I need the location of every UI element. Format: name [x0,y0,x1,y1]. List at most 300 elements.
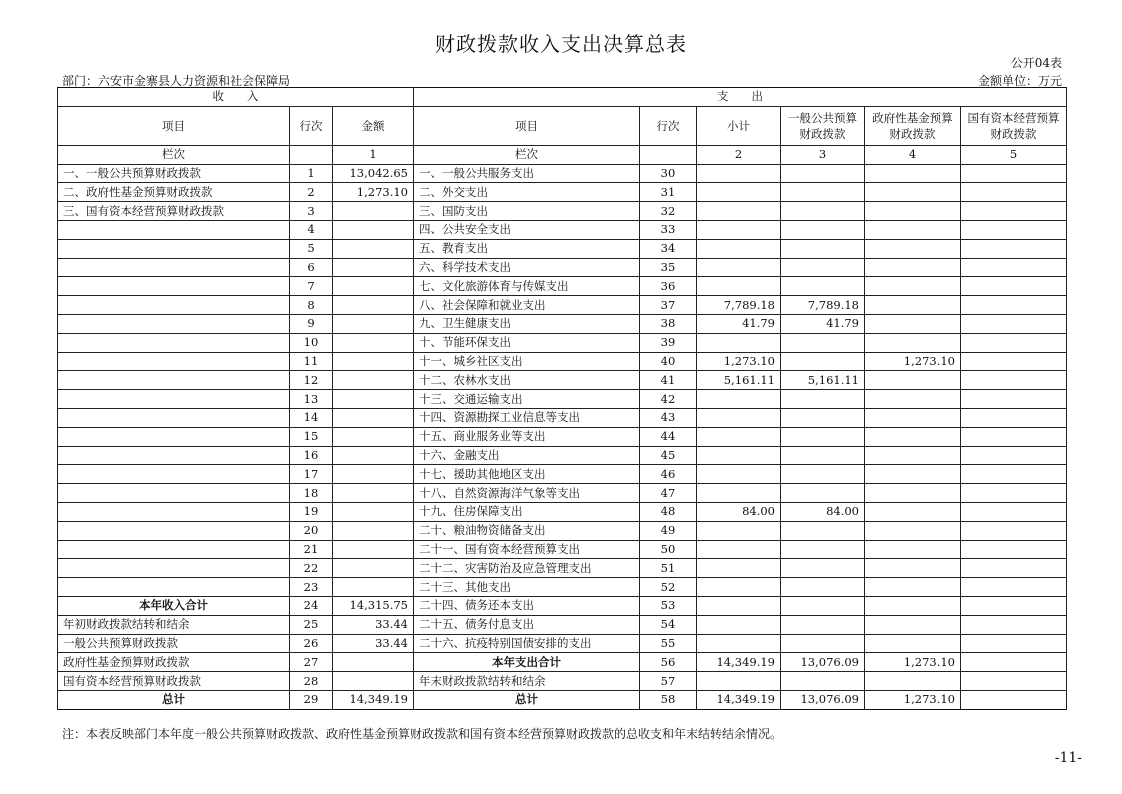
state-capital-cell [961,371,1067,390]
gov-fund-cell [865,183,961,202]
gov-fund-cell [865,615,961,634]
expense-line-cell: 32 [640,202,697,221]
department-label: 部门：六安市金寨县人力资源和社会保障局 [62,74,291,88]
table-row [58,408,1067,427]
income-line-cell: 14 [290,408,333,427]
gov-fund-cell [865,390,961,409]
income-amount-cell [333,390,414,409]
state-capital-cell [961,408,1067,427]
expense-item-cell: 十一、城乡社区支出 [414,352,640,371]
income-amount-cell [333,653,414,672]
general-budget-cell [781,446,865,465]
expense-line-cell: 53 [640,596,697,615]
income-amount-cell [333,239,414,258]
income-line-cell: 24 [290,596,333,615]
income-line-cell: 10 [290,333,333,352]
expense-line-cell: 55 [640,634,697,653]
income-amount-cell [333,502,414,521]
subtotal-cell [697,277,781,296]
income-amount-cell [333,258,414,277]
expense-item-cell: 总计 [414,690,640,709]
table-row [58,390,1067,409]
table-row [58,183,1067,202]
table-row [58,672,1067,691]
income-item-cell [58,521,290,540]
column-index-row [58,145,1067,164]
income-item-cell [58,314,290,333]
income-item-cell [58,390,290,409]
gov-fund-cell [865,202,961,221]
expense-line-cell: 31 [640,183,697,202]
table-row [58,352,1067,371]
general-budget-cell: 84.00 [781,502,865,521]
subtotal-cell [697,540,781,559]
income-line-cell: 22 [290,559,333,578]
expense-line-cell: 41 [640,371,697,390]
table-row [58,521,1067,540]
general-budget-cell [781,239,865,258]
gov-fund-cell [865,484,961,503]
expense-item-cell: 五、教育支出 [414,239,640,258]
expense-item-cell: 十八、自然资源海洋气象等支出 [414,484,640,503]
general-budget-cell [781,540,865,559]
subtotal-cell [697,164,781,183]
income-item-cell [58,578,290,597]
gov-fund-cell [865,559,961,578]
state-capital-cell [961,634,1067,653]
expense-item-cell: 二、外交支出 [414,183,640,202]
income-item-cell [58,502,290,521]
subtotal-cell [697,202,781,221]
general-budget-cell [781,465,865,484]
expense-item-cell: 十七、援助其他地区支出 [414,465,640,484]
state-capital-cell [961,239,1067,258]
header-expense-line: 行次 [640,106,697,145]
header-subtotal: 小计 [697,106,781,145]
table-row [58,296,1067,315]
gov-fund-cell: 1,273.10 [865,690,961,709]
state-capital-cell [961,333,1067,352]
expense-line-cell: 56 [640,653,697,672]
state-capital-cell [961,484,1067,503]
expense-item-cell: 七、文化旅游体育与传媒支出 [414,277,640,296]
income-line-cell: 28 [290,672,333,691]
expense-line-cell: 50 [640,540,697,559]
income-line-cell: 19 [290,502,333,521]
gov-fund-cell [865,578,961,597]
income-amount-cell [333,333,414,352]
gov-fund-cell [865,296,961,315]
state-capital-cell [961,521,1067,540]
income-line-cell: 18 [290,484,333,503]
state-capital-cell [961,559,1067,578]
income-line-cell: 13 [290,390,333,409]
table-row [58,446,1067,465]
general-budget-cell: 5,161.11 [781,371,865,390]
subtotal-cell [697,333,781,352]
expense-line-cell: 49 [640,521,697,540]
subtotal-cell [697,408,781,427]
state-capital-cell [961,296,1067,315]
income-line-cell: 9 [290,314,333,333]
subtotal-cell [697,390,781,409]
index-subtotal: 2 [697,145,781,164]
subtotal-cell [697,220,781,239]
index-exp-label: 栏次 [414,145,640,164]
table-row [58,333,1067,352]
income-line-cell: 27 [290,653,333,672]
income-amount-cell [333,296,414,315]
income-item-cell [58,371,290,390]
income-line-cell: 12 [290,371,333,390]
index-empty [640,145,697,164]
income-amount-cell: 33.44 [333,634,414,653]
income-item-cell [58,220,290,239]
income-line-cell: 20 [290,521,333,540]
expense-line-cell: 39 [640,333,697,352]
table-row [58,427,1067,446]
expense-line-cell: 34 [640,239,697,258]
subtotal-cell: 14,349.19 [697,653,781,672]
income-line-cell: 8 [290,296,333,315]
income-amount-cell [333,578,414,597]
gov-fund-cell: 1,273.10 [865,653,961,672]
table-row [58,484,1067,503]
general-budget-cell [781,202,865,221]
state-capital-cell [961,220,1067,239]
income-item-cell [58,352,290,371]
gov-fund-cell [865,465,961,484]
gov-fund-cell [865,220,961,239]
income-amount-cell [333,220,414,239]
subtotal-cell [697,427,781,446]
general-budget-cell: 7,789.18 [781,296,865,315]
income-item-cell [58,296,290,315]
gov-fund-cell [865,521,961,540]
subtotal-cell [697,183,781,202]
expense-item-cell: 二十五、债务付息支出 [414,615,640,634]
state-capital-cell [961,502,1067,521]
general-budget-cell [781,427,865,446]
gov-fund-cell [865,634,961,653]
state-capital-cell [961,277,1067,296]
income-amount-cell [333,314,414,333]
gov-fund-cell [865,258,961,277]
expense-line-cell: 47 [640,484,697,503]
income-line-cell: 1 [290,164,333,183]
gov-fund-cell [865,277,961,296]
income-amount-cell [333,521,414,540]
table-row [58,371,1067,390]
expense-item-cell: 十九、住房保障支出 [414,502,640,521]
gov-fund-cell [865,596,961,615]
state-capital-cell [961,258,1067,277]
table-row [58,596,1067,615]
expense-item-cell: 十四、资源勘探工业信息等支出 [414,408,640,427]
state-capital-cell [961,314,1067,333]
income-amount-cell [333,408,414,427]
general-budget-cell [781,559,865,578]
general-budget-cell [781,484,865,503]
expense-line-cell: 52 [640,578,697,597]
general-budget-cell [781,596,865,615]
expense-line-cell: 51 [640,559,697,578]
state-capital-cell [961,164,1067,183]
expense-line-cell: 43 [640,408,697,427]
expense-item-cell: 三、国防支出 [414,202,640,221]
general-budget-cell [781,352,865,371]
income-line-cell: 11 [290,352,333,371]
state-capital-cell [961,390,1067,409]
index-state-capital: 5 [961,145,1067,164]
subtotal-cell [697,596,781,615]
expense-item-cell: 十、节能环保支出 [414,333,640,352]
state-capital-cell [961,690,1067,709]
table-row [58,502,1067,521]
state-capital-cell [961,202,1067,221]
expense-line-cell: 58 [640,690,697,709]
index-amount: 1 [333,145,414,164]
state-capital-cell [961,653,1067,672]
subtotal-cell [697,465,781,484]
general-budget-cell [781,521,865,540]
expense-item-cell: 二十六、抗疫特别国债安排的支出 [414,634,640,653]
subtotal-cell [697,239,781,258]
income-line-cell: 21 [290,540,333,559]
income-item-cell: 年初财政拨款结转和结余 [58,615,290,634]
general-budget-cell [781,634,865,653]
income-amount-cell [333,540,414,559]
income-amount-cell [333,202,414,221]
income-line-cell: 23 [290,578,333,597]
general-budget-cell [781,220,865,239]
state-capital-cell [961,578,1067,597]
expense-line-cell: 46 [640,465,697,484]
income-amount-cell [333,446,414,465]
income-amount-cell [333,559,414,578]
gov-fund-cell [865,446,961,465]
subtotal-cell: 14,349.19 [697,690,781,709]
income-line-cell: 4 [290,220,333,239]
table-row [58,314,1067,333]
table-row [58,202,1067,221]
table-row [58,615,1067,634]
income-amount-cell [333,427,414,446]
income-amount-cell: 33.44 [333,615,414,634]
subtotal-cell: 84.00 [697,502,781,521]
state-capital-cell [961,596,1067,615]
general-budget-cell [781,672,865,691]
subtotal-cell: 7,789.18 [697,296,781,315]
state-capital-cell [961,352,1067,371]
header-gov-fund: 政府性基金预算财政拨款 [865,106,961,145]
general-budget-cell [781,333,865,352]
income-item-cell: 国有资本经营预算财政拨款 [58,672,290,691]
index-gov-fund: 4 [865,145,961,164]
expense-line-cell: 42 [640,390,697,409]
table-row [58,559,1067,578]
expense-item-cell: 八、社会保障和就业支出 [414,296,640,315]
subtotal-cell: 1,273.10 [697,352,781,371]
expense-line-cell: 44 [640,427,697,446]
general-budget-cell [781,615,865,634]
table-row [58,258,1067,277]
unit-label: 金额单位：万元 [977,74,1062,88]
income-amount-cell: 13,042.65 [333,164,414,183]
general-budget-cell: 13,076.09 [781,690,865,709]
expense-line-cell: 37 [640,296,697,315]
income-amount-cell [333,672,414,691]
income-amount-cell: 14,315.75 [333,596,414,615]
income-item-cell [58,446,290,465]
gov-fund-cell [865,333,961,352]
table-row [58,653,1067,672]
form-code: 公开04表 [1010,56,1062,70]
income-amount-cell [333,277,414,296]
expense-line-cell: 40 [640,352,697,371]
index-general-budget: 3 [781,145,865,164]
income-amount-cell [333,484,414,503]
subtotal-cell [697,559,781,578]
expense-group-header: 支 出 [414,88,1067,107]
expense-item-cell: 年末财政拨款结转和结余 [414,672,640,691]
table-row [58,220,1067,239]
subtotal-cell: 5,161.11 [697,371,781,390]
income-amount-cell [333,352,414,371]
income-item-cell [58,465,290,484]
general-budget-cell: 13,076.09 [781,653,865,672]
expense-line-cell: 35 [640,258,697,277]
gov-fund-cell [865,502,961,521]
income-item-cell [58,258,290,277]
gov-fund-cell [865,672,961,691]
table-row [58,634,1067,653]
general-budget-cell [781,277,865,296]
expense-line-cell: 45 [640,446,697,465]
income-amount-cell: 14,349.19 [333,690,414,709]
gov-fund-cell [865,540,961,559]
index-empty [290,145,333,164]
income-item-cell: 一、一般公共预算财政拨款 [58,164,290,183]
gov-fund-cell [865,371,961,390]
expense-item-cell: 十三、交通运输支出 [414,390,640,409]
expense-line-cell: 38 [640,314,697,333]
income-item-cell: 三、国有资本经营预算财政拨款 [58,202,290,221]
expense-item-cell: 一、一般公共服务支出 [414,164,640,183]
expense-item-cell: 二十三、其他支出 [414,578,640,597]
page-title: 财政拨款收入支出决算总表 [435,32,687,56]
expense-line-cell: 36 [640,277,697,296]
state-capital-cell [961,446,1067,465]
general-budget-cell [781,408,865,427]
expense-line-cell: 30 [640,164,697,183]
expense-item-cell: 二十二、灾害防治及应急管理支出 [414,559,640,578]
income-line-cell: 15 [290,427,333,446]
income-item-cell [58,484,290,503]
table-row [58,239,1067,258]
header-income-amount: 金额 [333,106,414,145]
income-item-cell: 政府性基金预算财政拨款 [58,653,290,672]
gov-fund-cell: 1,273.10 [865,352,961,371]
expense-line-cell: 54 [640,615,697,634]
expense-item-cell: 九、卫生健康支出 [414,314,640,333]
expense-item-cell: 十五、商业服务业等支出 [414,427,640,446]
expense-item-cell: 六、科学技术支出 [414,258,640,277]
column-header-row [58,106,1067,145]
state-capital-cell [961,615,1067,634]
income-item-cell: 一般公共预算财政拨款 [58,634,290,653]
expense-line-cell: 57 [640,672,697,691]
state-capital-cell [961,465,1067,484]
table-row [58,277,1067,296]
income-item-cell [58,277,290,296]
general-budget-cell [781,183,865,202]
subtotal-cell [697,672,781,691]
subtotal-cell [697,634,781,653]
income-item-cell [58,540,290,559]
expense-item-cell: 二十四、债务还本支出 [414,596,640,615]
income-line-cell: 5 [290,239,333,258]
gov-fund-cell [865,164,961,183]
income-amount-cell [333,371,414,390]
state-capital-cell [961,540,1067,559]
state-capital-cell [961,427,1067,446]
gov-fund-cell [865,408,961,427]
income-item-cell [58,427,290,446]
income-line-cell: 3 [290,202,333,221]
expense-item-cell: 十六、金融支出 [414,446,640,465]
header-income-item: 项目 [58,106,290,145]
subtotal-cell [697,615,781,634]
expense-item-cell: 二十一、国有资本经营预算支出 [414,540,640,559]
expense-item-cell: 二十、粮油物资储备支出 [414,521,640,540]
expense-item-cell: 十二、农林水支出 [414,371,640,390]
general-budget-cell [781,578,865,597]
general-budget-cell [781,390,865,409]
table-row [58,578,1067,597]
appropriation-summary-table [57,87,1067,710]
expense-line-cell: 48 [640,502,697,521]
income-line-cell: 6 [290,258,333,277]
income-item-cell: 总计 [58,690,290,709]
table-row [58,164,1067,183]
income-item-cell: 本年收入合计 [58,596,290,615]
income-line-cell: 16 [290,446,333,465]
general-budget-cell [781,258,865,277]
subtotal-cell [697,258,781,277]
subtotal-cell [697,484,781,503]
subtotal-cell [697,446,781,465]
table-row [58,690,1067,709]
index-label: 栏次 [58,145,290,164]
subtotal-cell [697,578,781,597]
income-line-cell: 2 [290,183,333,202]
header-expense-item: 项目 [414,106,640,145]
state-capital-cell [961,672,1067,691]
income-line-cell: 7 [290,277,333,296]
subtotal-cell: 41.79 [697,314,781,333]
income-item-cell [58,239,290,258]
income-line-cell: 17 [290,465,333,484]
expense-line-cell: 33 [640,220,697,239]
expense-item-cell: 四、公共安全支出 [414,220,640,239]
income-line-cell: 26 [290,634,333,653]
table-row [58,465,1067,484]
table-row [58,540,1067,559]
income-item-cell [58,408,290,427]
income-line-cell: 25 [290,615,333,634]
income-item-cell: 二、政府性基金预算财政拨款 [58,183,290,202]
